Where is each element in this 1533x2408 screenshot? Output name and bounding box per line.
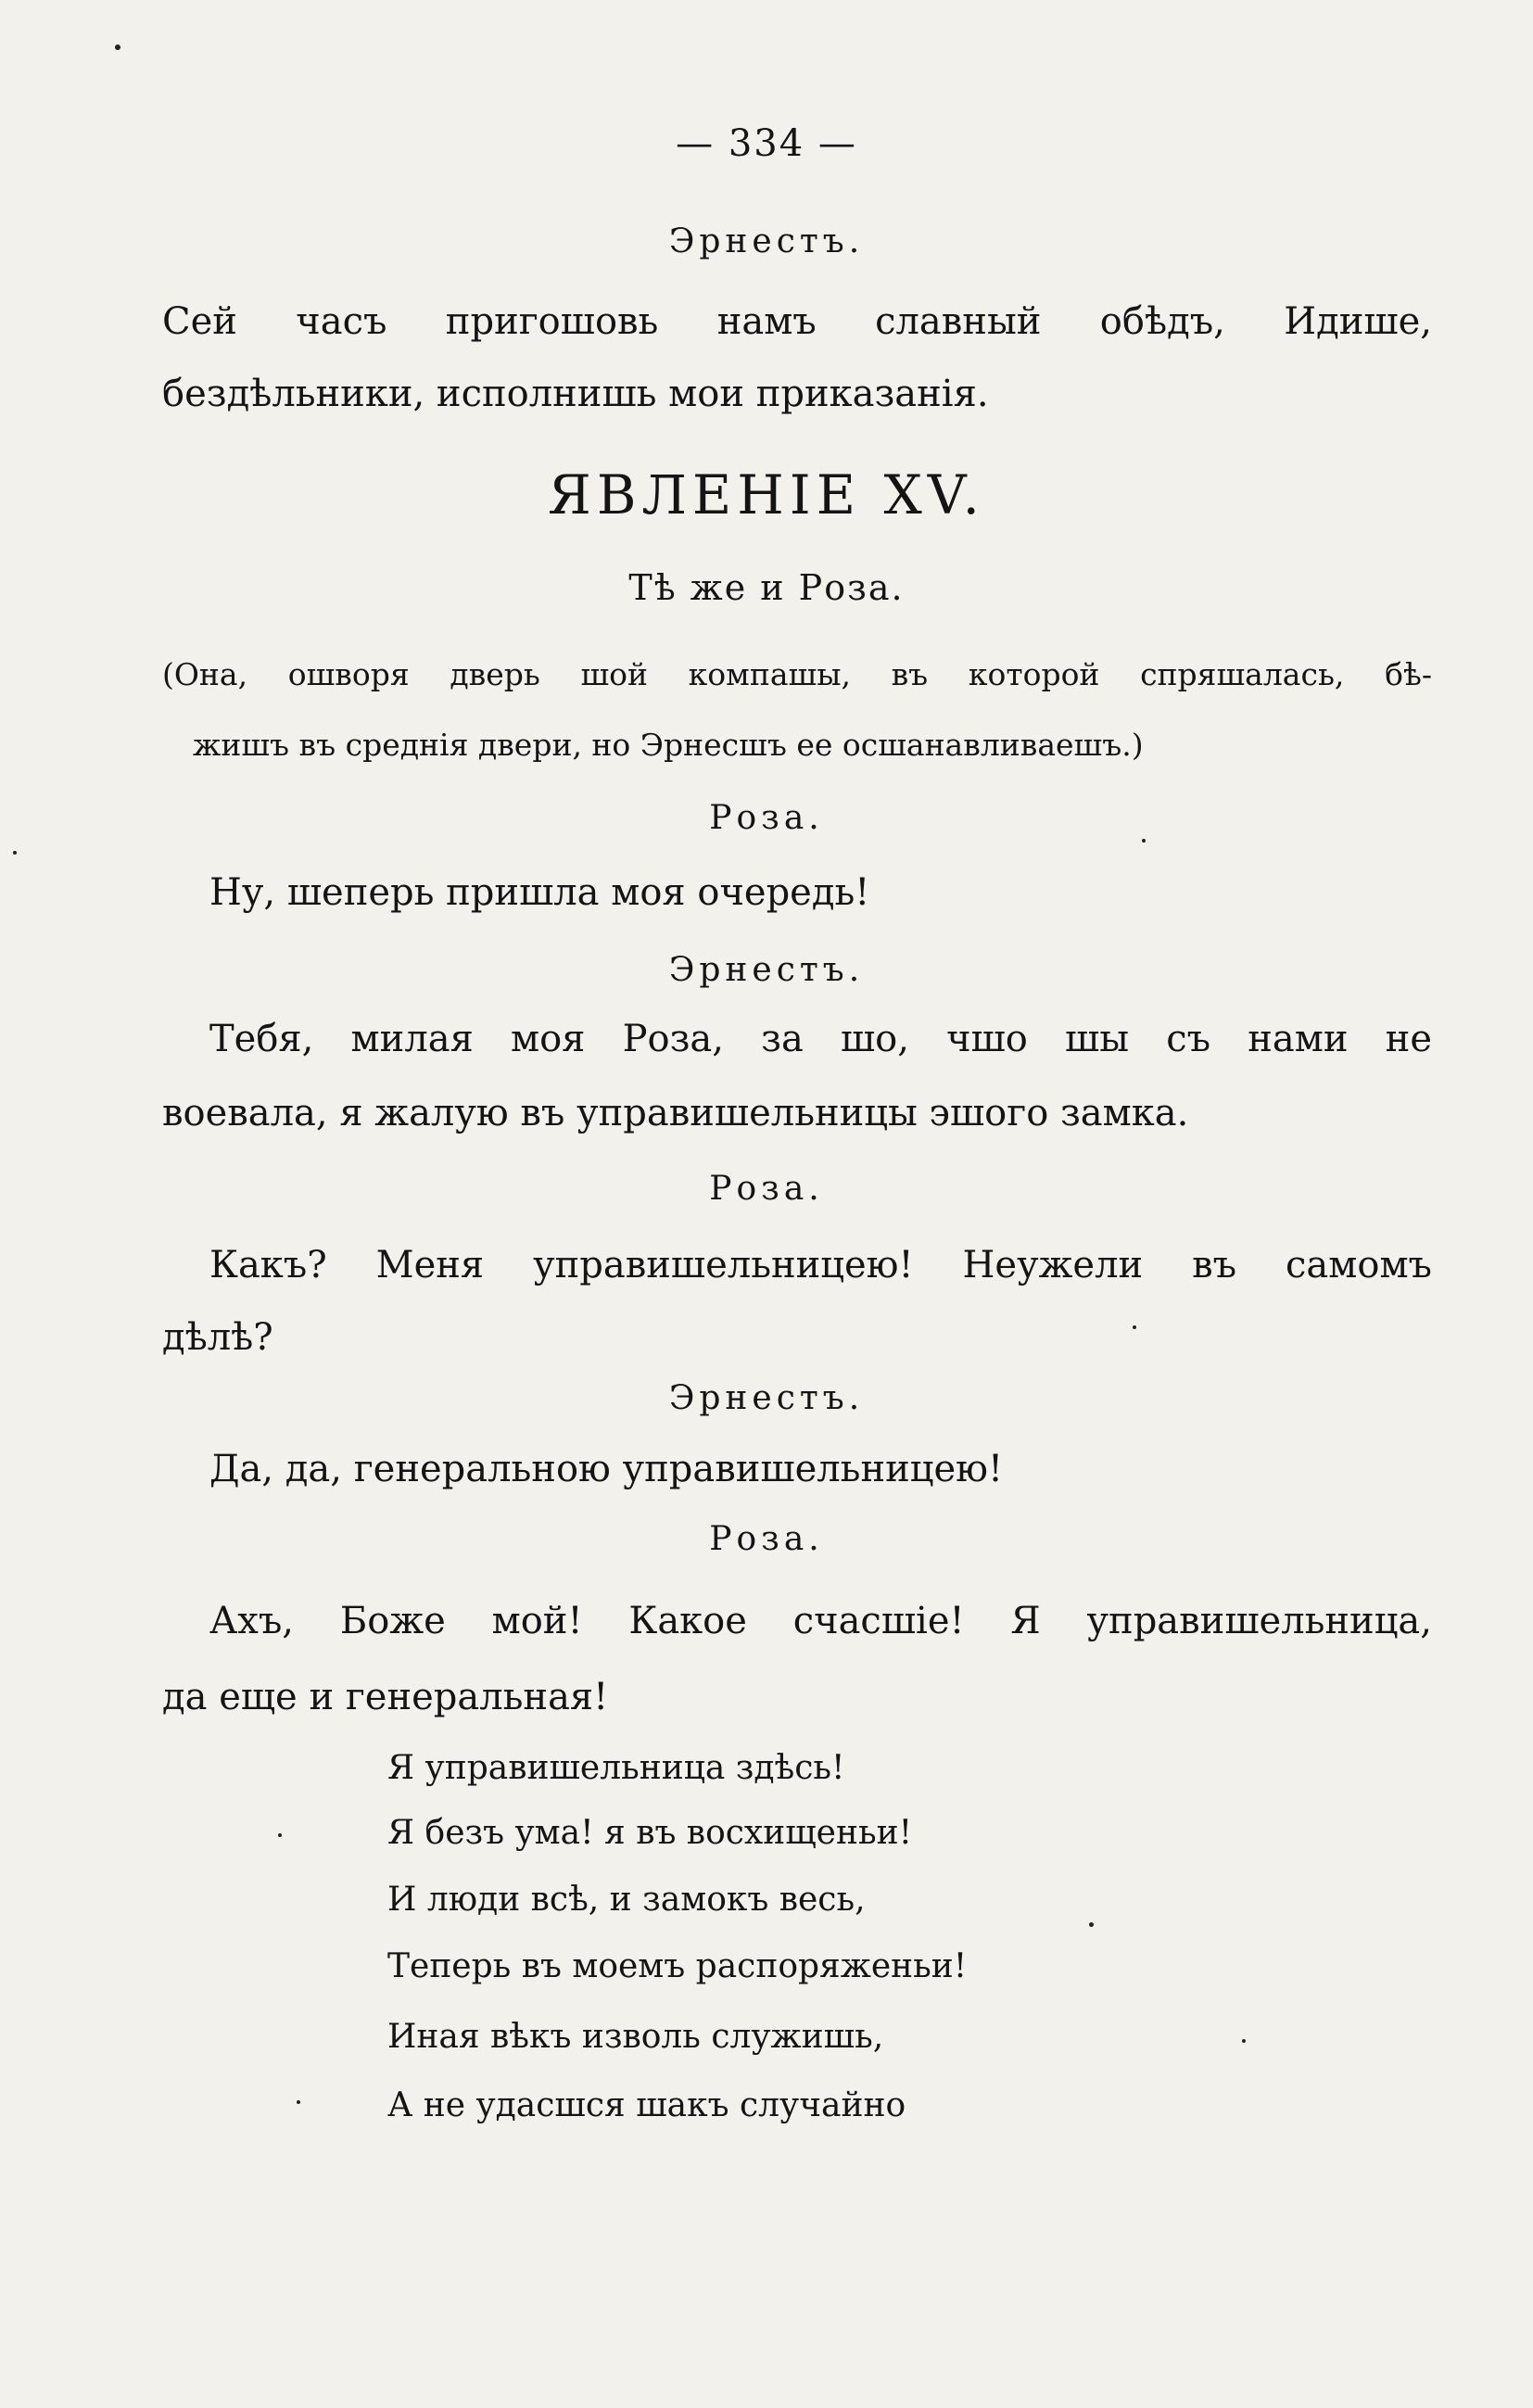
speech-line: воевала, я жалую въ управишельницы эшого замка. [162, 1092, 1189, 1134]
verse-line: Иная вѣкъ изволь служишь, [387, 2018, 884, 2056]
ink-speck [1142, 839, 1146, 843]
ink-speck [13, 851, 17, 855]
scene-cast: Тѣ же и Роза. [628, 567, 905, 608]
speaker-name: Эрнестъ. [668, 951, 865, 989]
verse-line: Я безъ ума! я въ восхищеньи! [387, 1814, 913, 1852]
speech-line: Ахъ, Боже мой! Какое счасшіе! Я управишельница, [209, 1600, 1432, 1642]
speaker-name: Роза. [709, 799, 824, 837]
speech-line: Да, да, генеральною управишельницею! [209, 1448, 1004, 1490]
ink-speck [1242, 2039, 1246, 2043]
speech-line: Какъ? Меня управишельницею! Неужели въ самомъ [209, 1244, 1432, 1286]
speech-line: Тебя, милая моя Роза, за шо, чшо шы съ нами не [209, 1018, 1432, 1060]
page-number: — 334 — [676, 122, 857, 165]
ink-speck [1089, 1922, 1094, 1927]
verse-line: И люди всѣ, и замокъ весь, [387, 1881, 866, 1919]
verse-line: Теперь въ моемъ распоряженьи! [387, 1947, 968, 1985]
verse-line: А не удасшся шакъ случайно [387, 2086, 906, 2124]
scene-title: ЯВЛЕНІЕ XV. [548, 463, 985, 526]
ink-speck [297, 2100, 300, 2104]
speech-line: Сей часъ пригошовь намъ славный обѣдъ, Идише, [162, 300, 1432, 343]
ink-speck [278, 1833, 282, 1837]
speech-line: да еще и генеральная! [162, 1676, 609, 1718]
speaker-name: Роза. [709, 1520, 824, 1558]
speech-line: дѣлѣ? [162, 1316, 273, 1359]
speaker-name: Эрнестъ. [668, 222, 865, 260]
speaker-name: Роза. [709, 1170, 824, 1208]
speech-line: бездѣльники, исполнишь мои приказанія. [162, 373, 989, 415]
verse-line: Я управишельница здѣсь! [387, 1749, 845, 1787]
ink-speck [115, 44, 120, 50]
speech-line: Ну, шеперь пришла моя очередь! [209, 871, 870, 914]
speaker-name: Эрнестъ. [668, 1379, 865, 1417]
stage-direction-line: жишъ въ среднія двери, но Эрнесшъ ее осшанавливаешъ.) [193, 727, 1144, 763]
stage-direction-line: (Она, ошворя дверь шой компашы, въ которой спряшалась, бѣ- [162, 656, 1432, 692]
